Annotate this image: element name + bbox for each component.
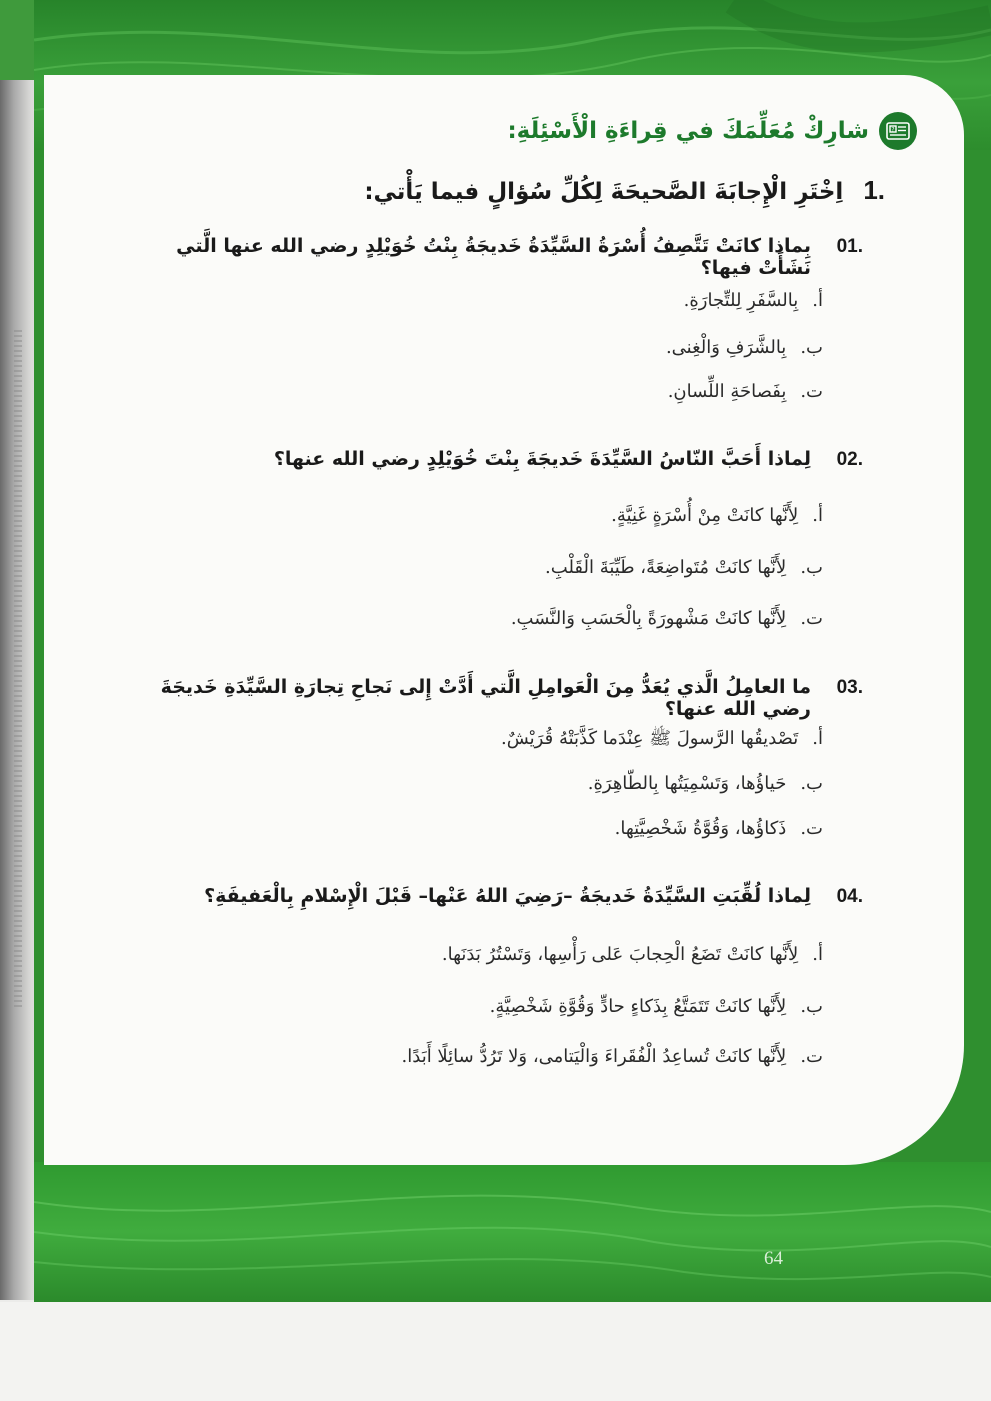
svg-text:?: ? xyxy=(891,126,895,134)
option-text: حَياؤُها، وَتَسْمِيَتُها بِالطّاهِرَةِ. xyxy=(587,773,787,794)
option-b[interactable] xyxy=(666,337,823,358)
option-text: لِأَنَّها كانَتْ مَشْهورَةً بِالْحَسَبِ وَالنَّسَبِ. xyxy=(510,608,787,629)
main-question-number: 1. xyxy=(863,175,885,205)
option-a[interactable] xyxy=(684,290,823,311)
question-number: 02. xyxy=(836,449,863,470)
question-number: 01. xyxy=(836,236,863,257)
option-a[interactable] xyxy=(611,505,823,526)
question-03 xyxy=(123,676,863,720)
option-text: بِالسَّفَرِ لِلتِّجارَةِ. xyxy=(683,290,799,311)
option-a[interactable] xyxy=(501,727,823,753)
question-number: 03. xyxy=(836,677,863,698)
option-text: لِأَنَّها كانَتْ تَضَعُ الْحِجابَ عَلى رَأْسِها، وَتَسْتُرُ بَدَنَها. xyxy=(441,944,799,965)
option-text: بِفَصاحَةِ اللِّسانِ. xyxy=(667,381,787,402)
scan-bottom-margin xyxy=(0,1302,991,1401)
option-letter: ت. xyxy=(800,608,823,629)
question-01 xyxy=(123,235,863,279)
option-letter: أ. xyxy=(812,728,823,749)
option-c[interactable] xyxy=(402,1046,823,1067)
left-page-vertical-fine-print xyxy=(14,330,22,1010)
option-b[interactable] xyxy=(545,557,823,578)
option-letter: أ. xyxy=(812,505,823,526)
option-letter: ت. xyxy=(800,1046,823,1067)
option-b[interactable] xyxy=(588,773,823,794)
option-text: لِأَنَّها كانَتْ تَتَمَتَّعُ بِذَكاءٍ حادٍّ وَقُوَّةِ شَخْصِيَّةٍ. xyxy=(489,996,787,1017)
option-letter: ب. xyxy=(800,996,823,1017)
option-a[interactable] xyxy=(442,944,823,965)
page-footer-band xyxy=(34,1162,991,1302)
option-letter: أ. xyxy=(812,290,823,311)
question-04 xyxy=(123,885,863,908)
question-02 xyxy=(123,448,863,471)
option-letter: ت. xyxy=(800,818,823,839)
option-text: لِأَنَّها كانَتْ مِنْ أُسْرَةٍ غَنِيَّةٍ. xyxy=(611,505,799,526)
question-number: 04. xyxy=(836,886,863,907)
page-number: 64 xyxy=(764,1248,783,1269)
option-text: بِالشَّرَفِ وَالْغِنى. xyxy=(665,337,787,358)
option-letter: ب. xyxy=(800,773,823,794)
section-heading xyxy=(507,112,917,150)
option-text: لِأَنَّها كانَتْ تُساعِدُ الْفُقَراءَ وَالْيَتامى، وَلا تَرُدُّ سائِلًا أَبَدًا. xyxy=(401,1046,787,1067)
option-letter: ب. xyxy=(800,557,823,578)
section-title: شارِكْ مُعَلِّمَكَ في قِراءَةِ الْأَسْئِلَةِ: xyxy=(507,118,869,144)
reading-book-icon xyxy=(879,112,917,150)
question-text: لِماذا لُقِّبَتِ السَّيِّدَةُ خَديجَةُ –رَضِيَ اللهُ عَنْها– قَبْلَ الْإِسْلامِ بِالْعَفيفَةِ؟ xyxy=(204,885,811,907)
main-question xyxy=(364,175,885,206)
question-text: بِماذا كانَتْ تَتَّصِفُ أُسْرَةُ السَّيِّدَةُ خَديجَةُ بِنْتُ خُوَيْلِدٍ رضي الله عنها الَّتي نَشَأَتْ فيها؟ xyxy=(176,235,811,279)
option-c[interactable] xyxy=(668,381,823,402)
question-text: ما العامِلُ الَّذي يُعَدُّ مِنَ الْعَوامِلِ الَّتي أَدَّتْ إِلى نَجاحِ تِجارَةِ السَّيِّدَةِ خَديجَةَ رضي الله عنها؟ xyxy=(160,676,811,720)
main-question-text: اِخْتَرِ الْإِجابَةَ الصَّحيحَةَ لِكُلِّ سُؤالٍ فيما يَأْتي: xyxy=(364,179,844,205)
option-text: تَصْديقُها الرَّسولَ ﷺ عِنْدَما كَذَّبَتْهُ قُرَيْشٌ. xyxy=(501,728,799,749)
option-letter: ب. xyxy=(800,337,823,358)
option-c[interactable] xyxy=(615,818,823,839)
option-b[interactable] xyxy=(490,996,823,1017)
option-text: ذَكاؤُها، وَقُوَّةُ شَخْصِيَّتِها. xyxy=(614,818,787,839)
option-letter: ت. xyxy=(800,381,823,402)
option-letter: أ. xyxy=(812,944,823,965)
footer-wave-decoration xyxy=(34,1162,991,1302)
option-text: لِأَنَّها كانَتْ مُتَواضِعَةً، طَيِّبَةَ الْقَلْبِ. xyxy=(545,557,787,578)
question-text: لِماذا أَحَبَّ النّاسُ السَّيِّدَةَ خَديجَةَ بِنْتَ خُوَيْلِدٍ رضي الله عنها؟ xyxy=(273,448,811,470)
option-c[interactable] xyxy=(511,608,823,629)
